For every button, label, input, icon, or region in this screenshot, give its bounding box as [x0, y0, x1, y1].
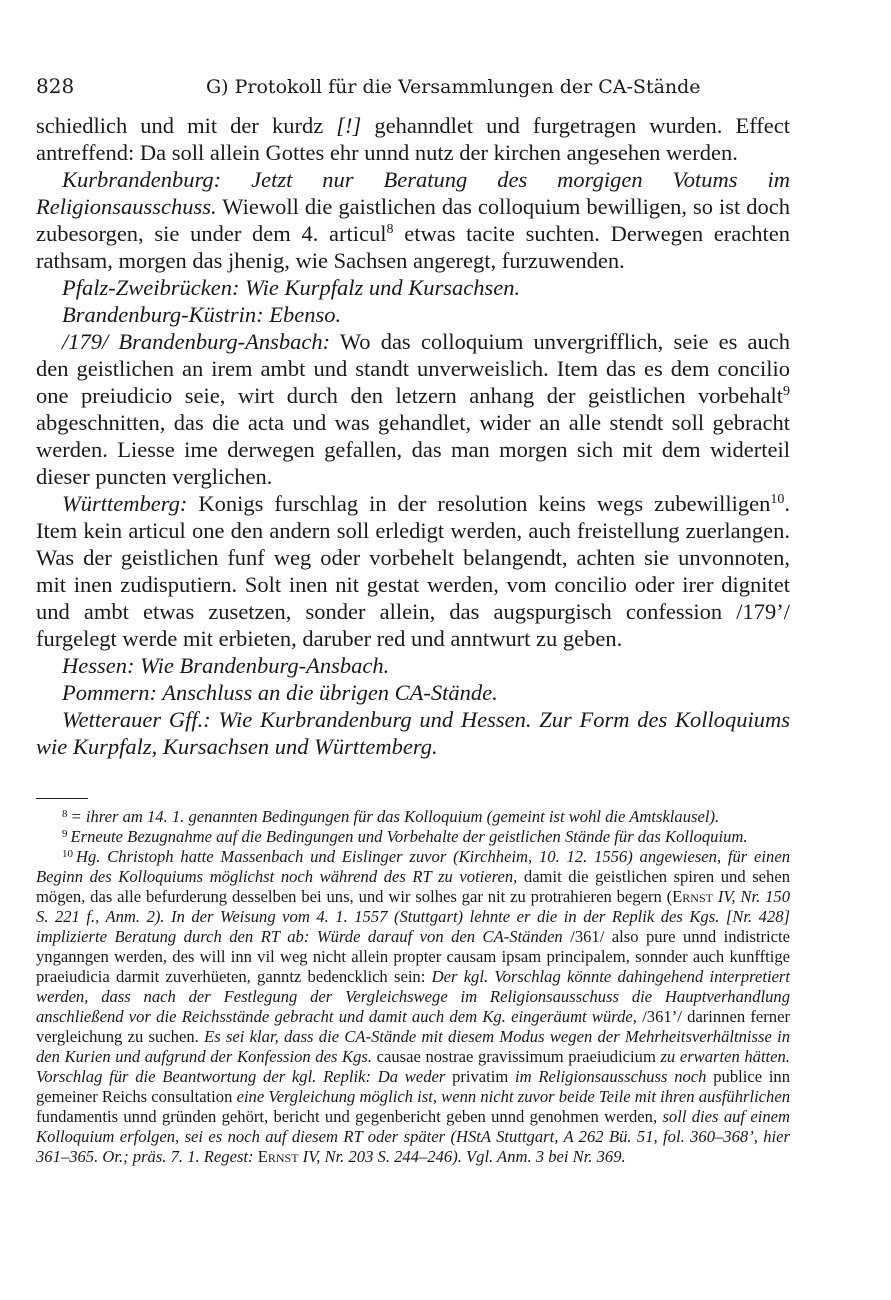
paragraph: /179/ Brandenburg-Ansbach: Wo das colloquium unvergrifflich, seie es auch den geistlichen an irem ambt und standt unverweislich. Item das es dem concilio one preiudicio seie, wirt durch den letzern anhang der geistlichen vorbehalt$^9$ abgeschnitten, das die acta und was gehandlet, wider an alle stendt soll gebracht werden. Liesse ime derwegen gefallen, das man morgen sich mit dem widerteil dieser puncten verglichen. [36, 329, 790, 489]
main-text [36, 112, 790, 760]
footnote-ref[interactable]: 10 [770, 492, 785, 507]
footnote: $^9$ Erneute Bezugnahme auf die Bedingungen und Vorbehalte der geistlichen Stände für das Kolloquium. [62, 827, 748, 846]
page-header [36, 74, 790, 104]
footnote-ref[interactable]: 8 [386, 222, 394, 237]
speaker-label: /179/ Brandenburg-Ansbach: [62, 329, 331, 354]
running-title: G) Protokoll für die Versammlungen der CA-Stände [206, 76, 701, 98]
footnote-mark: 8 [62, 808, 68, 820]
footnote: $^8$ = ihrer am 14. 1. genannten Bedingungen für das Kolloquium (gemeint ist wohl die Amtsklausel). [62, 807, 720, 826]
footnote: $^{10}$ Hg. Christoph hatte Massenbach und Eislinger zuvor (Kirchheim, 10. 12. 1556) angewiesen, für einen Beginn des Kolloquiums möglichst noch während des RT zu votieren, damit die geistlichen spiren und sehen mögen, das alle befurderung desselben bei uns, und wir solhes gar nit zu protrahieren begern (Ernst IV, Nr. 150 S. 221 f., Anm. 2). In der Weisung vom 4. 1. 1557 (Stuttgart) lehnte er die in der Replik des Kgs. [Nr. 428] implizierte Beratung durch den RT ab: Würde darauf von den CA-Ständen /361/ also pure unnd indistricte ynganngen werden, des will inn vil weg nicht allein propter causam ipsam principalem, sonnder auch kunfftige praeiudicia darmit zuverhüeten, ganntz bedencklich sein: Der kgl. Vorschlag könnte dahingehend interpretiert werden, dass nach der Festlegung der Vergleichswege im Religionsausschuss die Hauptverhandlung anschließend vor die Reichsstände gebracht und damit auch dem Kg. eingeräumt würde, /361’/ darinnen ferner vergleichung zu suchen. Es sei klar, dass die CA-Stände mit diesem Modus wegen der Mehrheitsverhältnisse in den Kurien und aufgrund der Konfession des Kgs. causae nostrae gravissimum praeiudicium zu erwarten hätten. Vorschlag für die Beantwortung der kgl. Replik: Da weder privatim im Religionsausschuss noch publice inn gemeiner Reichs consultation eine Vergleichung möglich ist, wenn nicht zuvor beide Teile mit ihren ausführlichen fundamentis unnd gründen gehört, bericht und gegenbericht geben unnd genohmen werden, soll dies auf einem Kolloquium erfolgen, sei es noch auf diesem RT oder später (HStA Stuttgart, A 262 Bü. 51, fol. 360–368’, hier 361–365. Or.; präs. 7. 1. Regest: Ernst IV, Nr. 203 S. 244–246). Vgl. Anm. 3 bei Nr. 369. [36, 847, 791, 1166]
footnote-ref[interactable]: 9 [783, 384, 790, 399]
paragraph: Württemberg: Konigs furschlag in der resolution keins wegs zubewilligen$^{10}$. Item kein articul one den andern soll erledigt werden, auch freistellung zuerlangen. Was der geistlichen funf weg oder vorbehelt belangendt, achten sie unvonnoten, mit inen zudisputiern. Solt inen nit gestat werden, vom concilio oder irer dignitet und ambt etwas zusetzen, sonder allein, das augspurgisch confession /179’/ furgelegt werde mit erbieten, daruber red und anntwurt zu geben. [36, 491, 790, 651]
paragraph: Kurbrandenburg: Jetzt nur Beratung des morgigen Votums im Religionsausschuss. Wiewoll die gaistlichen das colloquium bewilligen, so ist doch zubesorgen, sie under dem 4. articul$^8$ etwas tacite suchten. Derwegen erachten rathsam, morgen das jhenig, wie Sachsen angeregt, furzuwenden. [36, 167, 790, 273]
speaker-label: Kurbrandenburg: Jetzt nur Beratung des morgigen Votums im Religionsausschuss. [36, 167, 790, 219]
paragraph: Hessen: Wie Brandenburg-Ansbach. [62, 653, 390, 678]
document-page [36, 74, 790, 1167]
footnote-divider [36, 798, 88, 799]
footnote-mark: 9 [62, 828, 68, 840]
sic-mark: [!] [336, 113, 362, 138]
paragraph: Brandenburg-Küstrin: Ebenso. [62, 302, 342, 327]
paragraph: Pommern: Anschluss an die übrigen CA-Stände. [62, 680, 498, 705]
footnote-mark: 10 [62, 848, 73, 860]
paragraph: schiedlich und mit der kurdz [!] gehanndlet und furgetragen wurden. Effect antreffend: Da soll allein Gottes ehr unnd nutz der kirchen angesehen werden. [36, 113, 790, 165]
paragraph: Pfalz-Zweibrücken: Wie Kurpfalz und Kursachsen. [62, 275, 521, 300]
page-number: 828 [36, 74, 75, 98]
speaker-label: Württemberg: [62, 491, 188, 516]
footnotes [36, 807, 790, 1167]
paragraph: Wetterauer Gff.: Wie Kurbrandenburg und Hessen. Zur Form des Kolloquiums wie Kurpfalz, Kursachsen und Württemberg. [36, 707, 790, 759]
